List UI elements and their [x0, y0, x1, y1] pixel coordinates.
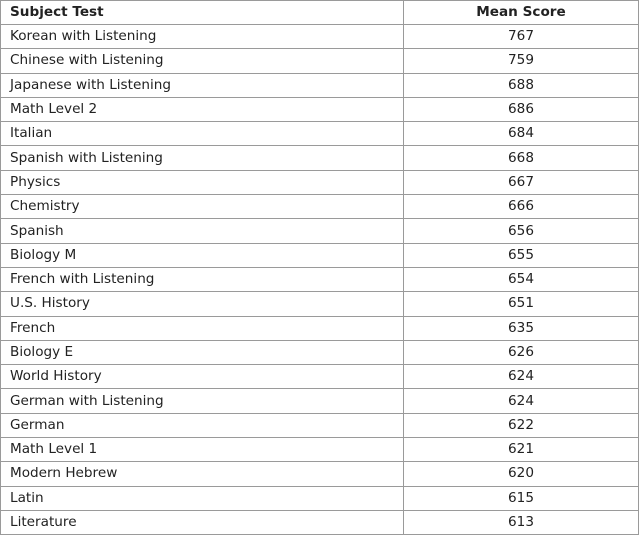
subject-cell: German with Listening	[1, 389, 404, 413]
score-cell: 686	[404, 97, 639, 121]
table-row	[1, 219, 639, 243]
score-cell: 635	[404, 316, 639, 340]
subject-cell: Biology M	[1, 243, 404, 267]
table-row	[1, 49, 639, 73]
table-row	[1, 195, 639, 219]
table-row	[1, 365, 639, 389]
score-cell: 759	[404, 49, 639, 73]
score-cell: 620	[404, 462, 639, 486]
score-cell: 613	[404, 510, 639, 534]
table-body	[1, 25, 639, 535]
score-cell: 651	[404, 292, 639, 316]
score-cell: 668	[404, 146, 639, 170]
subject-cell: Math Level 2	[1, 97, 404, 121]
table-row	[1, 510, 639, 534]
subject-cell: Chemistry	[1, 195, 404, 219]
table-row	[1, 146, 639, 170]
subject-cell: Math Level 1	[1, 438, 404, 462]
header-subject-test: Subject Test	[1, 1, 404, 25]
score-cell: 655	[404, 243, 639, 267]
table-row	[1, 486, 639, 510]
table-row	[1, 73, 639, 97]
score-cell: 654	[404, 267, 639, 291]
table-row	[1, 340, 639, 364]
subject-cell: Latin	[1, 486, 404, 510]
table-header-row	[1, 1, 639, 25]
subject-cell: Italian	[1, 122, 404, 146]
subject-cell: Literature	[1, 510, 404, 534]
subject-cell: U.S. History	[1, 292, 404, 316]
subject-cell: Biology E	[1, 340, 404, 364]
score-cell: 767	[404, 25, 639, 49]
subject-cell: World History	[1, 365, 404, 389]
score-cell: 622	[404, 413, 639, 437]
table-row	[1, 462, 639, 486]
score-cell: 667	[404, 170, 639, 194]
subject-cell: Japanese with Listening	[1, 73, 404, 97]
subject-cell: Spanish with Listening	[1, 146, 404, 170]
table-row	[1, 25, 639, 49]
subject-cell: French with Listening	[1, 267, 404, 291]
subject-cell: Modern Hebrew	[1, 462, 404, 486]
table-row	[1, 170, 639, 194]
table-row	[1, 267, 639, 291]
table-row	[1, 438, 639, 462]
subject-cell: French	[1, 316, 404, 340]
table-row	[1, 97, 639, 121]
score-cell: 624	[404, 389, 639, 413]
score-cell: 626	[404, 340, 639, 364]
subject-cell: Spanish	[1, 219, 404, 243]
table-row	[1, 389, 639, 413]
score-cell: 666	[404, 195, 639, 219]
score-cell: 688	[404, 73, 639, 97]
score-cell: 621	[404, 438, 639, 462]
subject-cell: German	[1, 413, 404, 437]
subject-cell: Korean with Listening	[1, 25, 404, 49]
score-cell: 624	[404, 365, 639, 389]
subject-cell: Physics	[1, 170, 404, 194]
table-row	[1, 122, 639, 146]
table-row	[1, 316, 639, 340]
score-cell: 615	[404, 486, 639, 510]
subject-cell: Chinese with Listening	[1, 49, 404, 73]
table-row	[1, 413, 639, 437]
header-mean-score: Mean Score	[404, 1, 639, 25]
score-cell: 684	[404, 122, 639, 146]
table-row	[1, 292, 639, 316]
score-cell: 656	[404, 219, 639, 243]
table-row	[1, 243, 639, 267]
